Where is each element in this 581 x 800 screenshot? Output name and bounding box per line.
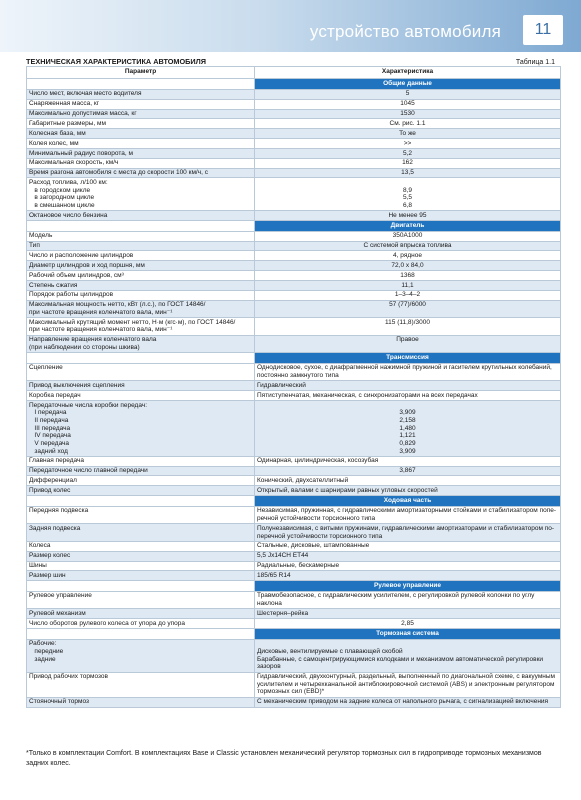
table-row (27, 99, 561, 109)
value-text: 350A1000 (392, 232, 423, 240)
param-text: при частоте вращения коленчатого вала, мин⁻¹ (29, 308, 173, 316)
table-row (27, 139, 561, 149)
value-cell (255, 506, 561, 524)
value-text: С системой впрыска топлива (363, 242, 452, 250)
value-cell (255, 168, 561, 178)
param-cell (27, 639, 255, 672)
param-cell (27, 476, 255, 486)
param-text: Колеса (29, 542, 51, 550)
param-text: Число оборотов рулевого колеса от упора до упора (29, 619, 185, 627)
spec-table (26, 66, 561, 708)
value-text: 1368 (400, 271, 415, 279)
param-cell (27, 456, 255, 466)
section-header-spacer (27, 79, 255, 90)
table-row (27, 591, 561, 609)
value-text: 1530 (400, 110, 415, 118)
param-cell (27, 697, 255, 707)
value-cell (255, 476, 561, 486)
value-cell (255, 129, 561, 139)
value-text: 115 (11,8)/3000 (385, 318, 430, 326)
value-text: Травмобезопасное, с гидравлическим усилителем, с регулировкой рулевой колонки по углу наклона (257, 592, 535, 608)
param-text: Передаточное число главной передачи (29, 467, 148, 475)
param-cell (27, 609, 255, 619)
value-cell (255, 551, 561, 561)
table-label: Таблица 1.1 (515, 59, 555, 66)
param-cell (27, 148, 255, 158)
param-text: Размер шин (29, 571, 66, 579)
value-text: 1045 (400, 100, 415, 108)
value-text: 2,85 (401, 619, 414, 627)
table-row (27, 639, 561, 672)
param-text: Размер колес (29, 552, 71, 560)
param-text: IV передача (29, 432, 71, 440)
param-text: Передаточные числа коробки передач: (29, 401, 148, 409)
table-row (27, 363, 561, 381)
value-cell (255, 261, 561, 271)
table-row (27, 280, 561, 290)
param-text: Максимально допустимая масса, кг (29, 110, 137, 118)
param-cell (27, 261, 255, 271)
param-cell (27, 290, 255, 300)
table-row (27, 551, 561, 561)
param-text: Время разгона автомобиля с места до скорости 100 км/ч, с (29, 169, 208, 177)
param-text: Максимальная скорость, км/ч (29, 159, 119, 167)
value-text: 5,5 (402, 194, 413, 202)
table-row (27, 571, 561, 581)
value-text: Радиальные, бескамерные (257, 562, 340, 570)
value-text: 8,9 (402, 186, 413, 194)
param-text: Рулевое управление (29, 592, 92, 600)
value-text: 3,909 (399, 409, 416, 417)
section-title: устройство автомобиля (309, 22, 501, 41)
value-cell (255, 456, 561, 466)
param-text: Главная передача (29, 457, 85, 465)
column-header-value: Характеристика (255, 67, 561, 79)
value-text: 6,8 (402, 202, 413, 209)
value-text: 4, рядное (393, 252, 422, 260)
table-row (27, 251, 561, 261)
table-row (27, 109, 561, 119)
table-row (27, 401, 561, 457)
table-row (27, 561, 561, 571)
value-text: 13,5 (401, 169, 414, 177)
table-row (27, 158, 561, 168)
param-cell (27, 401, 255, 457)
value-cell (255, 401, 561, 457)
table-row (27, 506, 561, 524)
param-text: Минимальный радиус поворота, м (29, 149, 133, 157)
table-row (27, 335, 561, 353)
param-cell (27, 89, 255, 99)
param-text: Модель (29, 232, 53, 240)
value-cell (255, 318, 561, 336)
value-text: тормозных сил (EBD)* (257, 688, 325, 696)
table-row (27, 261, 561, 271)
param-text: Рабочий объем цилиндров, см³ (29, 271, 124, 279)
param-cell (27, 211, 255, 221)
table-row (27, 168, 561, 178)
value-text (257, 402, 558, 410)
param-text: V передача (29, 439, 70, 447)
param-text: Расход топлива, л/100 км: (29, 179, 108, 187)
value-text: >> (403, 139, 412, 147)
value-cell (255, 231, 561, 241)
value-cell (255, 241, 561, 251)
value-cell (255, 109, 561, 119)
value-text: 5 (405, 90, 410, 98)
table-row (27, 231, 561, 241)
param-cell (27, 571, 255, 581)
param-text: Привод выключения сцепления (29, 381, 125, 389)
table-row (27, 129, 561, 139)
value-cell (255, 609, 561, 619)
value-cell (255, 211, 561, 221)
param-cell (27, 158, 255, 168)
value-text: перечной устойчивости торсионного типа (257, 532, 383, 540)
value-cell (255, 466, 561, 476)
value-text: Одинарная, цилиндрическая, косозубая (257, 457, 379, 465)
param-cell (27, 109, 255, 119)
table-row (27, 524, 561, 542)
param-cell (27, 561, 255, 571)
param-cell (27, 231, 255, 241)
param-text: Октановое число бензина (29, 211, 108, 219)
value-cell (255, 381, 561, 391)
param-cell (27, 591, 255, 609)
value-text: Открытый, валами с шарнирами равных угловых скоростей (257, 486, 438, 494)
value-text: Дисковые, вентилируемые с плавающей скобой (257, 647, 403, 655)
value-cell (255, 148, 561, 158)
param-text: Стояночный тормоз (29, 698, 90, 706)
param-text: Порядок работы цилиндров (29, 291, 114, 299)
section-header-row (27, 581, 561, 592)
value-text: Полунезависимая, с витыми пружинами, гидравлическими амортизаторами и стабилизатором по- (257, 524, 555, 532)
table-row (27, 119, 561, 129)
section-header-spacer (27, 353, 255, 364)
section-title: Общие данные (255, 79, 561, 90)
section-header-spacer (27, 581, 255, 592)
value-text: Однодисковое, сухое, с диафрагменной нажимной пружиной и гасителем крутильных колебаний, (257, 364, 552, 372)
value-text: 185/65 R14 (257, 571, 291, 579)
value-cell (255, 672, 561, 697)
table-row (27, 300, 561, 318)
value-cell (255, 541, 561, 551)
value-text: 5,2 (402, 149, 413, 157)
value-cell (255, 363, 561, 381)
param-cell (27, 363, 255, 381)
value-text (257, 179, 558, 187)
param-text: Диаметр цилиндров и ход поршня, мм (29, 261, 145, 269)
param-text: Степень сжатия (29, 281, 78, 289)
value-text: речной устойчивости торсионного типа (257, 515, 376, 523)
value-text: То же (399, 129, 416, 137)
param-text: III передача (29, 424, 71, 432)
table-row (27, 381, 561, 391)
param-cell (27, 178, 255, 211)
param-text: Тип (29, 242, 40, 250)
param-text: I передача (29, 409, 67, 417)
param-text: Колесная база, мм (29, 129, 86, 137)
value-text: Стальные, дисковые, штампованные (257, 542, 370, 550)
table-row (27, 486, 561, 496)
param-text: при частоте вращения коленчатого вала, мин⁻¹ (29, 326, 173, 334)
value-cell (255, 561, 561, 571)
value-cell (255, 119, 561, 129)
value-cell (255, 639, 561, 672)
table-row (27, 609, 561, 619)
table-row (27, 148, 561, 158)
param-text: задние (29, 655, 56, 663)
section-title: Трансмиссия (255, 353, 561, 364)
param-cell (27, 541, 255, 551)
value-text: Правое (396, 336, 419, 344)
value-text: Конический, двухсателлитный (257, 477, 349, 485)
footnote: *Только в комплектации Comfort. В комплектациях Base и Classic установлен механический регулятор тормозных сил в гидроприводе тормозных механизмов задних колес. (26, 750, 542, 768)
header-band (0, 0, 581, 52)
value-text: См. рис. 1.1 (389, 119, 426, 127)
param-text: Задняя подвеска (29, 524, 81, 532)
param-text: Максимальная мощность нетто, кВт (л.с.), по ГОСТ 14846/ (29, 301, 206, 309)
value-cell (255, 335, 561, 353)
value-text: 1,121 (399, 432, 416, 440)
table-row (27, 541, 561, 551)
value-text: Пятиступенчатая, механическая, с синхронизаторами на всех передачах (257, 391, 478, 399)
param-text: Снаряженная масса, кг (29, 100, 100, 108)
table-row (27, 456, 561, 466)
section-header-row (27, 353, 561, 364)
value-text: 72,0 x 84,0 (391, 261, 424, 269)
table-row (27, 672, 561, 697)
value-text: усилителем и четырехканальной антиблокировочной системой (ABS) и электронным регулятором (257, 680, 555, 688)
value-cell (255, 619, 561, 629)
value-cell (255, 571, 561, 581)
value-text: 3,867 (399, 467, 416, 475)
param-cell (27, 506, 255, 524)
value-text: 1–3–4–2 (394, 291, 421, 299)
value-text: 2,158 (399, 416, 416, 424)
table-row (27, 619, 561, 629)
param-text: в смешанном цикле (29, 202, 95, 209)
param-cell (27, 381, 255, 391)
document-title: ТЕХНИЧЕСКАЯ ХАРАКТЕРИСТИКА АВТОМОБИЛЯ (26, 57, 207, 66)
section-header-row (27, 496, 561, 507)
section-title: Тормозная система (255, 629, 561, 640)
table-row (27, 211, 561, 221)
param-cell (27, 300, 255, 318)
value-text: 11,1 (401, 281, 414, 289)
param-cell (27, 271, 255, 281)
section-header-spacer (27, 496, 255, 507)
param-text: Коробка передач (29, 391, 81, 399)
value-text: Гидравлический, двухконтурный, раздельный, выполненный по диагональной схеме, с вакуумным (257, 673, 556, 681)
param-text: Колея колес, мм (29, 139, 79, 147)
param-text: Привод рабочих тормозов (29, 673, 108, 681)
value-text: Гидравлический (257, 381, 306, 389)
value-cell (255, 178, 561, 211)
section-header-spacer (27, 221, 255, 232)
value-text: Независимая, пружинная, с гидравлическими амортизаторными стойками и стабилизатором попе- (257, 507, 557, 515)
param-text: в городском цикле (29, 186, 91, 194)
value-text: Барабанные, с самоцентрирующимися колодками и механизмом автоматической регулировки зазоров (257, 655, 544, 671)
table-row (27, 89, 561, 99)
param-cell (27, 139, 255, 149)
value-text: 1,480 (399, 424, 416, 432)
param-text: Сцепление (29, 364, 63, 372)
table-row (27, 391, 561, 401)
param-text: Рабочие: (29, 640, 57, 648)
param-text: в загородном цикле (29, 194, 95, 202)
table-row (27, 318, 561, 336)
spec-table-body (27, 79, 561, 707)
value-cell (255, 591, 561, 609)
value-cell (255, 139, 561, 149)
param-text: Передняя подвеска (29, 507, 89, 515)
param-cell (27, 619, 255, 629)
value-text: постоянно замкнутого типа (257, 372, 339, 380)
value-cell (255, 271, 561, 281)
param-text: Направление вращения коленчатого вала (29, 336, 157, 344)
param-cell (27, 466, 255, 476)
value-cell (255, 158, 561, 168)
param-text: Число и расположение цилиндров (29, 252, 134, 260)
param-cell (27, 551, 255, 561)
param-text: передние (29, 647, 64, 655)
param-cell (27, 318, 255, 336)
value-text: Не менее 95 (388, 211, 427, 219)
value-text: 5,5 Jx14CH ET44 (257, 552, 309, 560)
value-text: Шестерня–рейка (257, 609, 309, 617)
param-cell (27, 280, 255, 290)
param-text: задний ход (29, 447, 68, 455)
section-title: Ходовая часть (255, 496, 561, 507)
section-title: Рулевое управление (255, 581, 561, 592)
value-cell (255, 280, 561, 290)
column-header-param: Параметр (27, 67, 255, 79)
value-cell (255, 697, 561, 707)
param-cell (27, 119, 255, 129)
section-header-row (27, 221, 561, 232)
value-cell (255, 486, 561, 496)
param-text: II передача (29, 416, 69, 424)
param-text: Максимальный крутящий момент нетто, Н·м (кгс·м), по ГОСТ 14846/ (29, 318, 236, 326)
param-cell (27, 486, 255, 496)
param-text: Число мест, включая место водителя (29, 90, 142, 98)
page-number: 11 (523, 15, 563, 45)
param-text: Привод колес (29, 486, 71, 494)
value-cell (255, 300, 561, 318)
value-text: 57 (77)/6000 (389, 301, 426, 309)
section-title: Двигатель (255, 221, 561, 232)
section-header-spacer (27, 629, 255, 640)
param-cell (27, 241, 255, 251)
value-text: 0,829 (399, 439, 416, 447)
table-row (27, 178, 561, 211)
section-header-row (27, 79, 561, 90)
value-text: 162 (402, 159, 413, 167)
param-cell (27, 672, 255, 697)
value-text (257, 640, 558, 648)
param-cell (27, 251, 255, 261)
value-text: 3,909 (399, 447, 416, 455)
param-cell (27, 335, 255, 353)
table-row (27, 697, 561, 707)
param-cell (27, 524, 255, 542)
value-text: С механическим приводом на задние колеса от напольного рычага, с сигнализацией включения (257, 698, 549, 706)
param-cell (27, 391, 255, 401)
value-cell (255, 290, 561, 300)
table-row (27, 290, 561, 300)
table-row (27, 241, 561, 251)
table-row (27, 466, 561, 476)
value-cell (255, 99, 561, 109)
param-cell (27, 168, 255, 178)
value-cell (255, 524, 561, 542)
section-header-row (27, 629, 561, 640)
param-text: Шины (29, 562, 47, 570)
value-cell (255, 89, 561, 99)
value-cell (255, 251, 561, 261)
param-text: (при наблюдении со стороны шкива) (29, 343, 140, 351)
table-row (27, 476, 561, 486)
value-cell (255, 391, 561, 401)
param-cell (27, 99, 255, 109)
param-text: Габаритные размеры, мм (29, 119, 106, 127)
param-text: Рулевой механизм (29, 609, 86, 617)
param-cell (27, 129, 255, 139)
table-row (27, 271, 561, 281)
param-text: Дифференциал (29, 477, 77, 485)
